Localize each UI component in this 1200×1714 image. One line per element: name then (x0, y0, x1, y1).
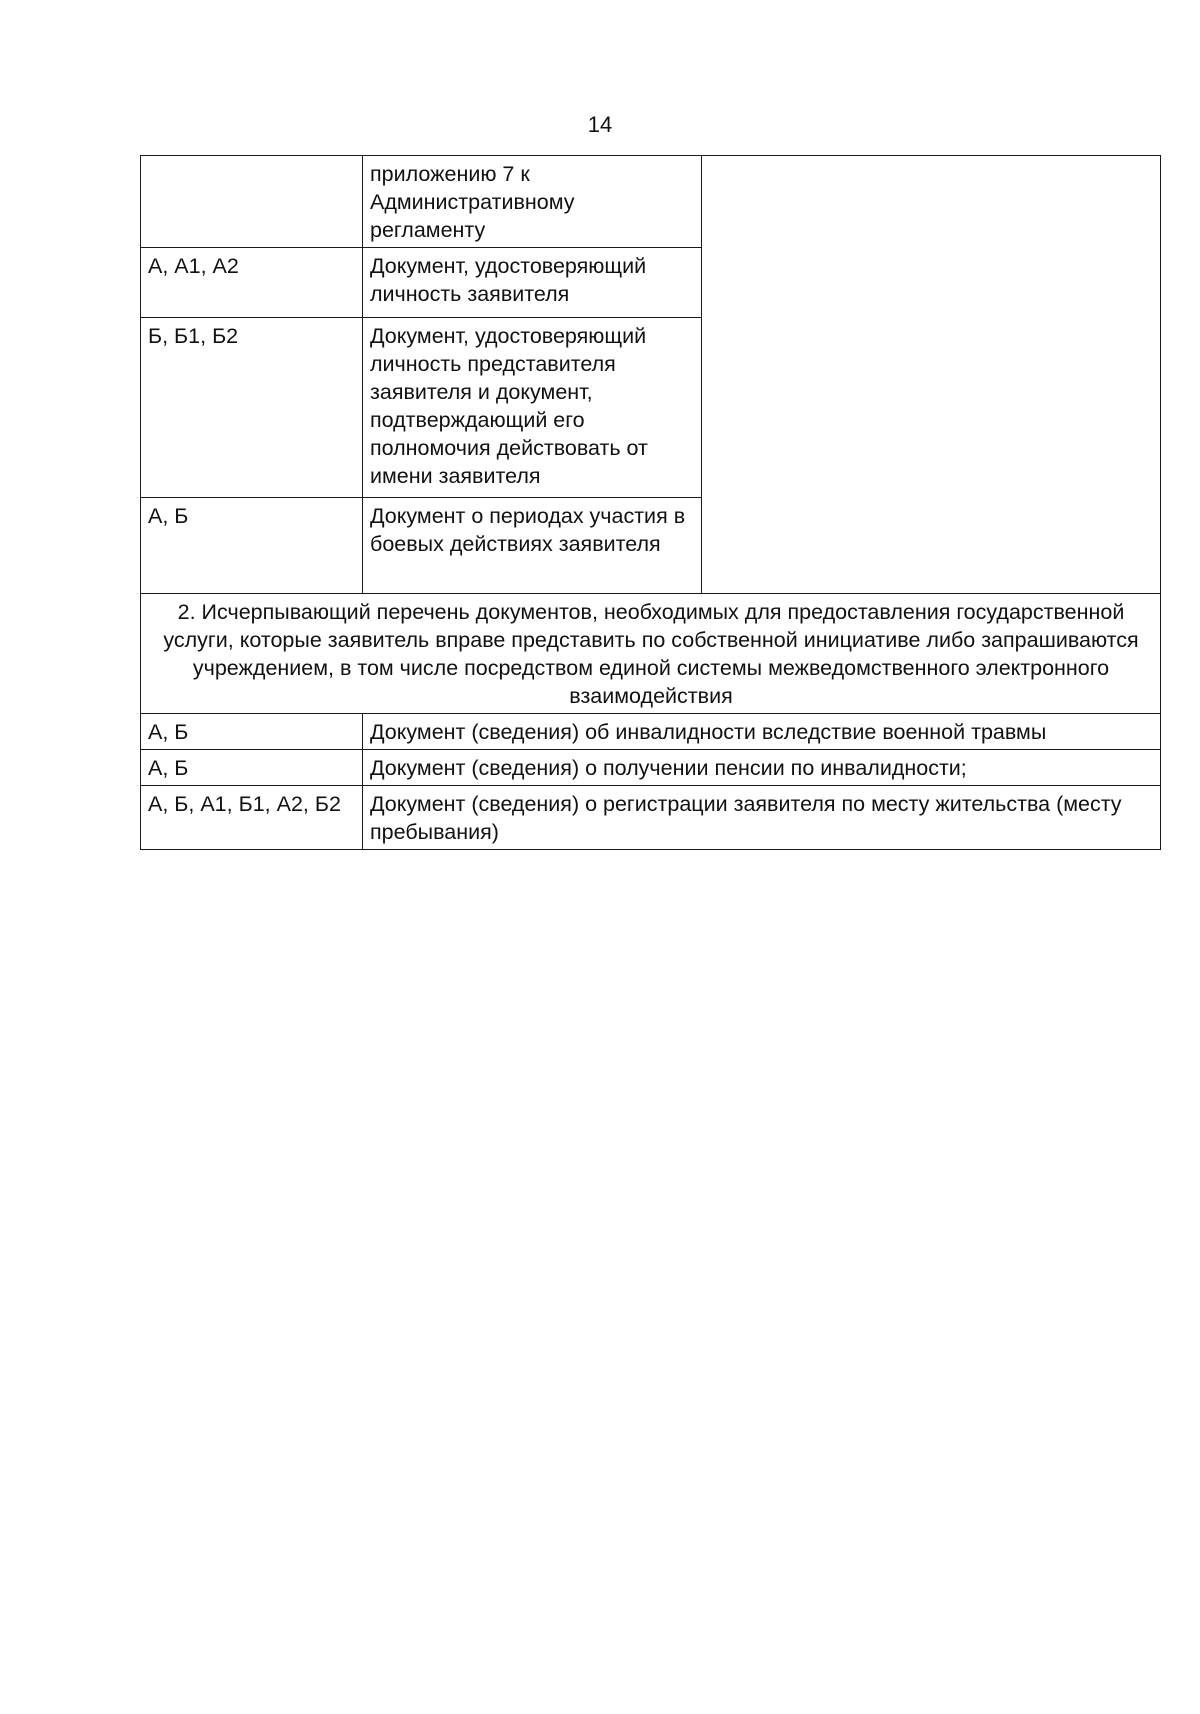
section-heading-row (141, 594, 1161, 714)
table-row (141, 786, 1161, 850)
applicant-category-cell (141, 156, 363, 248)
applicant-category-cell: А, Б (141, 498, 363, 594)
document-cell: Документ о периодах участия в боевых действиях заявителя (363, 498, 702, 594)
table-row (141, 750, 1161, 786)
document-cell: Документ, удостоверяющий личность заявителя (363, 248, 702, 318)
applicant-category-cell: А, Б (141, 750, 363, 786)
document-cell: Документ, удостоверяющий личность представителя заявителя и документ, подтверждающий его полномочия действовать от имени заявителя (363, 318, 702, 498)
document-cell: Документ (сведения) о регистрации заявителя по месту жительства (месту пребывания) (363, 786, 1161, 850)
document-cell: Документ (сведения) об инвалидности вследствие военной травмы (363, 714, 1161, 750)
applicant-category-cell: А, Б (141, 714, 363, 750)
applicant-category-cell: А, А1, А2 (141, 248, 363, 318)
table-row (141, 156, 1161, 248)
section-heading: 2. Исчерпывающий перечень документов, необходимых для предоставления государственной услуги, которые заявитель вправе представить по собственной инициативе либо запрашиваются учреждением, в том числе посредством единой системы межведомственного электронного взаимодействия (141, 594, 1161, 714)
applicant-category-cell: Б, Б1, Б2 (141, 318, 363, 498)
empty-merged-cell (702, 156, 1161, 594)
document-cell: Документ (сведения) о получении пенсии по инвалидности; (363, 750, 1161, 786)
document-cell: приложению 7 к Административному регламенту (363, 156, 702, 248)
table-row (141, 714, 1161, 750)
documents-table (140, 155, 1161, 850)
page-number: 14 (587, 112, 613, 137)
applicant-category-cell: А, Б, А1, Б1, А2, Б2 (141, 786, 363, 850)
